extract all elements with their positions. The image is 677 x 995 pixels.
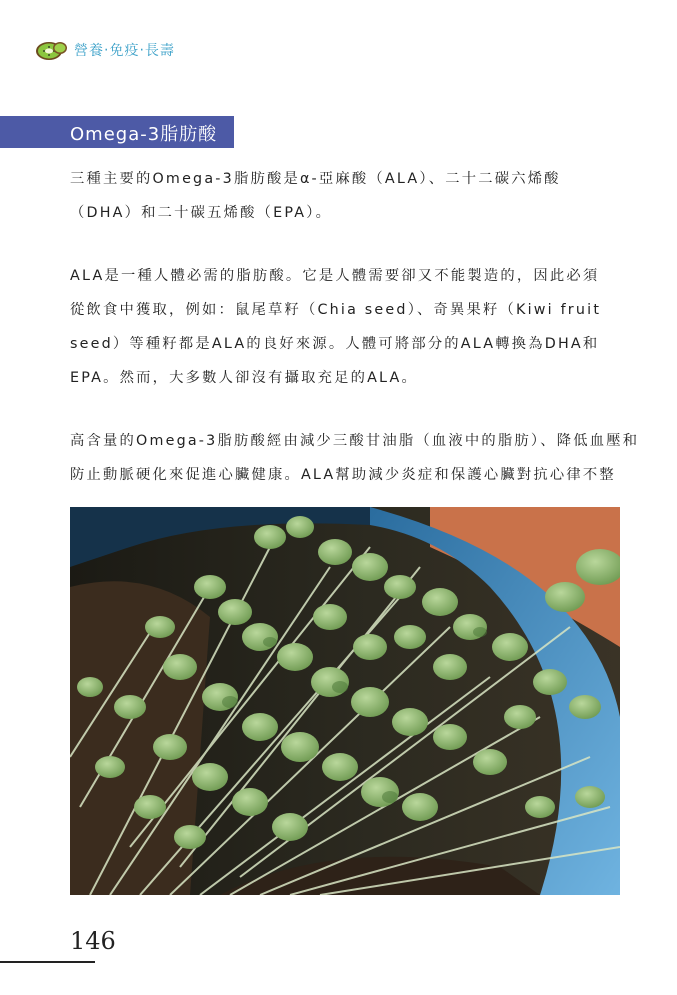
paragraph-line: seed）等種籽都是ALA的良好來源。人體可將部分的ALA轉換為DHA和	[70, 336, 600, 352]
paragraph-line: （DHA）和二十碳五烯酸（EPA）。	[70, 205, 333, 221]
header-title: 營養‧免疫‧長壽	[74, 43, 175, 59]
paragraph-2	[70, 259, 625, 395]
page-number: 146	[70, 927, 116, 955]
kiwi-icon	[34, 39, 68, 61]
section-title: Omega-3脂肪酸	[70, 124, 218, 145]
paragraph-line: EPA。然而，大多數人卻沒有攝取充足的ALA。	[70, 370, 419, 386]
page-number-rule	[0, 961, 95, 963]
paragraph-line: 從飲食中獲取，例如：鼠尾草籽（Chia seed）、奇異果籽（Kiwi fruit	[70, 302, 602, 318]
paragraph-1	[70, 162, 625, 230]
running-header	[34, 38, 175, 62]
paragraph-line: 高含量的Omega-3脂肪酸經由減少三酸甘油脂（血液中的脂肪）、降低血壓和	[70, 433, 640, 449]
paragraph-line: 三種主要的Omega-3脂肪酸是α-亞麻酸（ALA）、二十二碳六烯酸	[70, 171, 561, 187]
paragraph-3	[70, 424, 640, 492]
paragraph-line: ALA是一種人體必需的脂肪酸。它是人體需要卻又不能製造的，因此必須	[70, 268, 600, 284]
section-title-bar	[0, 116, 234, 148]
paragraph-line: 防止動脈硬化來促進心臟健康。ALA幫助減少炎症和保護心臟對抗心律不整	[70, 467, 616, 483]
sprouts-photo	[70, 507, 620, 895]
